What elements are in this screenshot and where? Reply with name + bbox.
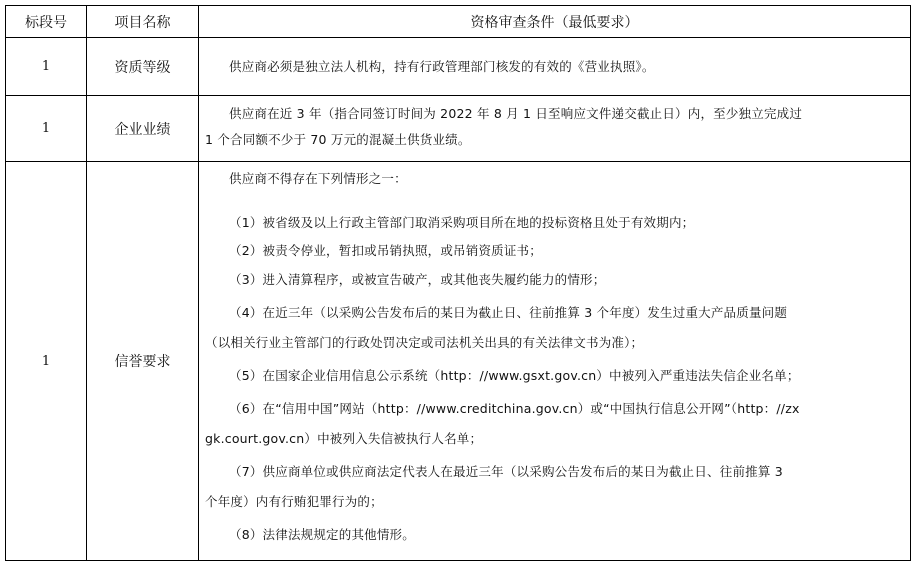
requirement-item: （4）在近三年（以采购公告发布后的某日为截止日、往前推算 3 个年度）发生过重大产品质量问题 [229, 305, 788, 320]
table-header-row [6, 6, 910, 38]
requirement-item: （7）供应商单位或供应商法定代表人在最近三年（以采购公告发布后的某日为截止日、往前推算 3 [229, 464, 783, 479]
requirement-intro: 供应商不得存在下列情形之一： [229, 171, 407, 186]
requirement-item: （2）被责令停业，暂扣或吊销执照，或吊销资质证书； [229, 243, 542, 258]
requirement-item: （6）在“信用中国”网站（http：//www.creditchina.gov.cn）或“中国执行信息公开网”（http：//zx [229, 401, 800, 416]
section-no-cell: 1 [6, 162, 87, 560]
requirement-text: 供应商必须是独立法人机构，持有行政管理部门核发的有效的《营业执照》。 [229, 58, 655, 74]
table-row [6, 38, 910, 96]
project-name-cell: 信誉要求 [87, 162, 199, 560]
requirement-text-line: 1 个合同额不少于 70 万元的混凝土供货业绩。 [205, 132, 471, 147]
requirement-cell [199, 38, 910, 95]
header-requirements: 资格审查条件（最低要求） [470, 14, 639, 31]
project-name-cell: 企业业绩 [87, 96, 199, 161]
requirement-item-continuation: 个年度）内有行贿犯罪行为的； [205, 494, 383, 509]
qualification-table [5, 5, 911, 561]
requirement-item: （3）进入清算程序，或被宣告破产，或其他丧失履约能力的情形； [229, 272, 606, 287]
section-no-cell: 1 [6, 38, 87, 95]
requirement-item: （1）被省级及以上行政主管部门取消采购项目所在地的投标资格且处于有效期内； [229, 215, 695, 230]
section-no-cell: 1 [6, 96, 87, 161]
requirement-text-line: 供应商在近 3 年（指合同签订时间为 2022 年 8 月 1 日至响应文件递交截止日）内，至少独立完成过 [229, 106, 803, 121]
header-section-no: 标段号 [6, 6, 87, 37]
requirement-cell [199, 162, 910, 560]
requirement-item-continuation: gk.court.gov.cn）中被列入失信被执行人名单； [205, 431, 483, 446]
header-project-name: 项目名称 [87, 6, 199, 37]
table-row [6, 162, 910, 560]
requirement-item: （8）法律法规规定的其他情形。 [229, 527, 415, 542]
table-row [6, 96, 910, 162]
requirement-cell [199, 96, 910, 161]
project-name-cell: 资质等级 [87, 38, 199, 95]
requirement-item: （5）在国家企业信用信息公示系统（http：//www.gsxt.gov.cn）中被列入严重违法失信企业名单； [229, 368, 800, 383]
requirement-item-continuation: （以相关行业主管部门的行政处罚决定或司法机关出具的有关法律文书为准）； [205, 335, 644, 350]
